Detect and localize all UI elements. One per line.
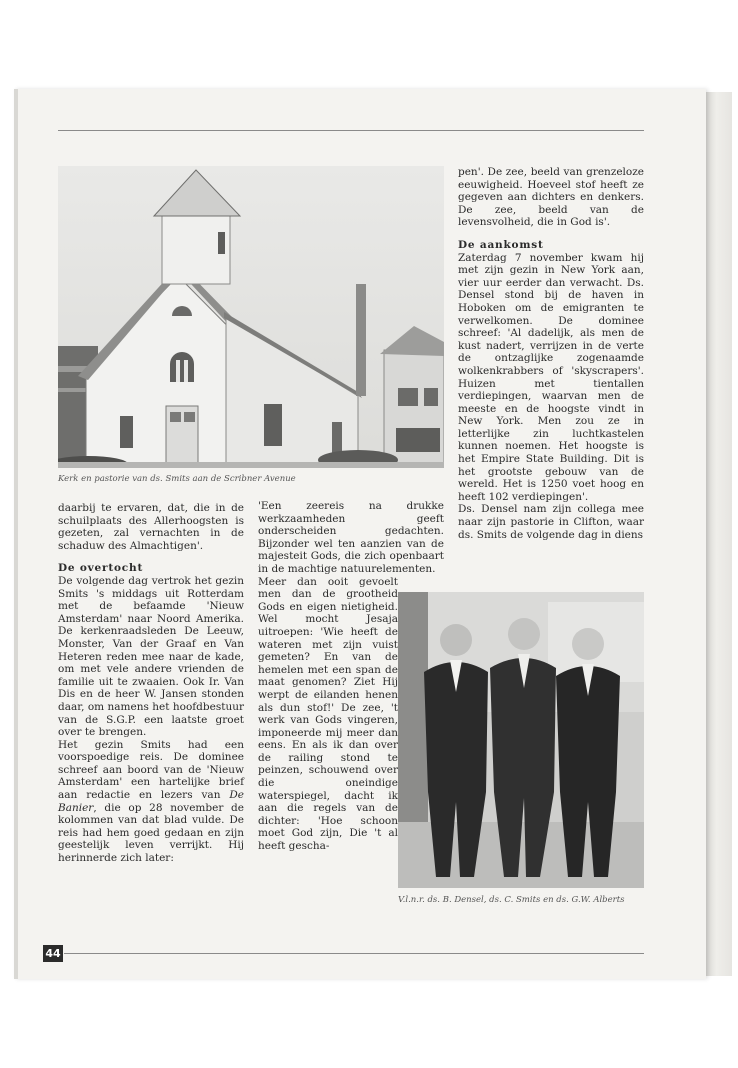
- church-photo: [58, 166, 444, 468]
- bottom-rule: [64, 953, 644, 954]
- column-3: [458, 166, 644, 541]
- ministers-photo: [398, 592, 644, 888]
- col2-paragraph-2: Meer dan ooit gevoelt men dan de grootheid Gods en eigen nietigheid. Wel mocht Jesaja uitroepen: 'Wie heeft de wateren met zijn vuist gemeten? En van de hemelen met een span de maat genomen? Ziet Hij werpt de eilanden henen als dun stof!' De zee, 't werk van Gods vingeren, imponeerde mij meer dan eens. En als ik dan over de railing stond te peinzen, schouwend over die oneindige waterspiegel, dacht ik aan die regels van de dichter: 'Hoe schoon moet God zijn, Die 't al heeft gescha-: [258, 575, 398, 853]
- column-1: [58, 502, 244, 865]
- heading-de-overtocht: De overtocht: [58, 562, 144, 575]
- col1-p3-a: Het gezin Smits had een voorspoedige reis. De dominee schreef aan boord van de 'Nieuw Amsterdam' een hartelijke brief aan redactie en lezers van: [58, 738, 244, 802]
- col1-p3-b: , die op 28 november de kolommen van dat blad vulde. De reis had hem goed gedaan en zijn geestelijk leven verrijkt. Hij herinnerde zich later:: [58, 801, 244, 865]
- col3-paragraph-3: Ds. Densel nam zijn collega mee naar zijn pastorie in Clifton, waar ds. Smits de volgende dag in diens: [458, 503, 644, 541]
- col1-paragraph-3: [58, 739, 244, 865]
- de-banier-title: De Banier: [58, 789, 244, 814]
- col1-paragraph-2: De volgende dag vertrok het gezin Smits 's middags uit Rotterdam met de befaamde 'Nieuw Amsterdam' naar Noord Amerika. De kerkenraadsleden De Leeuw, Monster, Van der Graaf en Van Heteren reden mee naar de kade, om met vele andere vrienden de familie uit te zwaaien. Ook Ir. Van Dis en de heer W. Jansen stonden daar, om namens het hoofdbestuur van de S.G.P. een laatste groet over te brengen.: [58, 574, 244, 739]
- col3-paragraph-2: Zaterdag 7 november kwam hij met zijn gezin in New York aan, vier uur eerder dan verwacht. Ds. Densel stond bij de haven in Hoboken om de emigranten te verwelkomen. De dominee schreef: 'Al dadelijk, als men de kust nadert, verrijzen in de verte de ontzaglijke zogenaamde wolkenkrabbers of 'skyscrapers'. Huizen met tientallen verdiepingen, waarvan men de meeste en de hoogste vindt in New York. Men zou ze in letterlijke zin luchtkastelen kunnen noemen. Het hoogste is het Empire State Building. Dit is het grootste gebouw van de wereld. Het is 1250 voet hoog en heeft 102 verdiepingen'.: [458, 251, 644, 503]
- church-photo-image: [58, 166, 444, 468]
- page-spine: [14, 89, 18, 979]
- ministers-photo-image: [398, 592, 644, 888]
- page-number: 44: [43, 945, 63, 962]
- col1-paragraph-1: daarbij te ervaren, dat, die in de schuilplaats des Allerhoogsten is gezeten, zal vernachten in de schaduw des Almachtigen'.: [58, 502, 244, 552]
- heading-de-aankomst: De aankomst: [458, 238, 544, 251]
- ministers-photo-caption: V.l.n.r. ds. B. Densel, ds. C. Smits en ds. G.W. Alberts: [398, 895, 625, 905]
- page-edge: [706, 92, 732, 976]
- church-photo-caption: Kerk en pastorie van ds. Smits aan de Scribner Avenue: [58, 474, 296, 484]
- col2-paragraph-1: 'Een zeereis na drukke werkzaamheden geeft onderscheiden gedachten. Bijzonder wel ten aanzien van de majesteit Gods, die zich openbaart in de machtige natuurelementen.: [258, 500, 444, 575]
- top-rule: [58, 130, 644, 131]
- col3-paragraph-1: pen'. De zee, beeld van grenzeloze eeuwigheid. Hoeveel stof heeft ze gegeven aan dichters en denkers. De zee, beeld van de levensvolheid, die in God is'.: [458, 166, 644, 229]
